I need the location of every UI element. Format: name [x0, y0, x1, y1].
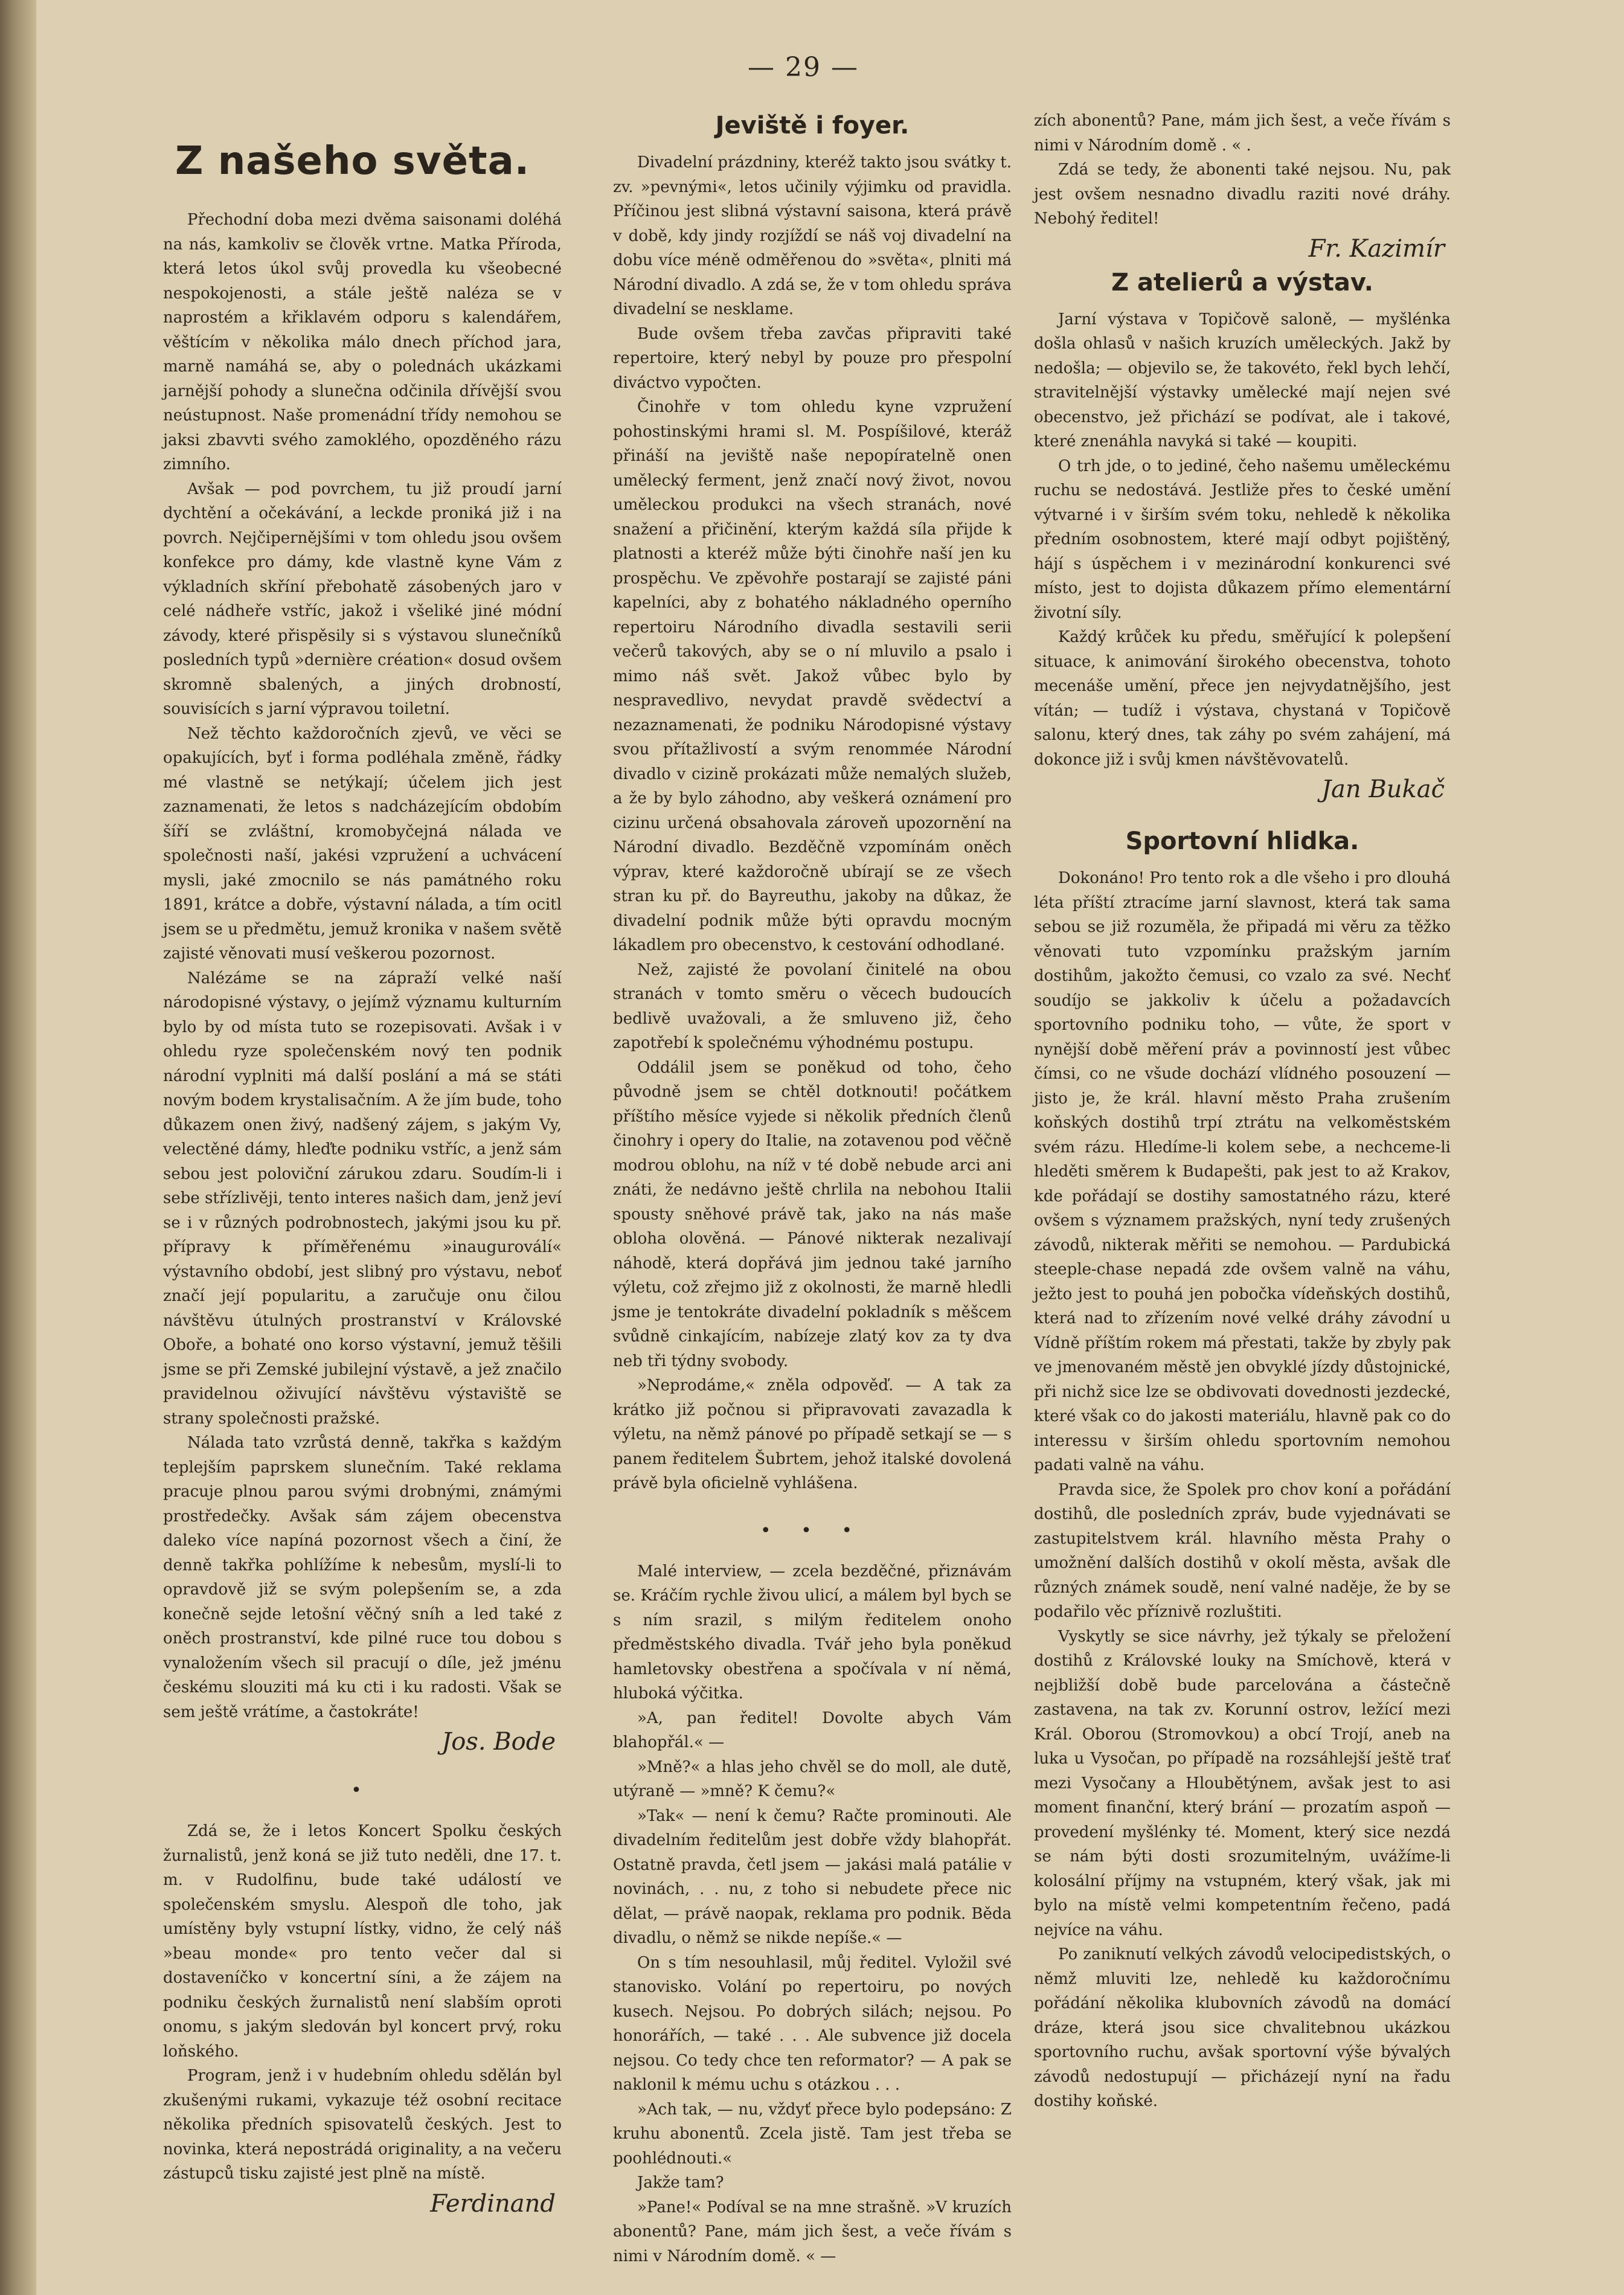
column-left — [163, 139, 562, 2224]
paragraph: Nálada tato vzrůstá denně, takřka s každým teplejším paprskem slunečním. Také reklama pracuje plnou parou svými drobnými, známými prostředečky. Avšak sám zájem obecenstva daleko více napíná pozornost všech a činí, že denně takřka pohlížíme k nebesům, myslí-li to opravdově již se svým polepšením se, a zda konečně sejde letošní věčný sníh a led také z oněch prostranství, kde pilné ruce tou dobou s vynaložením všech sil pracují o díle, jež jménu českému slouziti má ku cti i ku radosti. Však se sem ještě vrátíme, a častokráte! — [163, 1434, 562, 1721]
section-title-sportovni: Sportovní hlidka. — [1125, 827, 1359, 855]
paragraph: Bude ovšem třeba zavčas připraviti také repertoire, který nebyl by pouze pro přespolní diváctvo vypočten. — [613, 324, 1012, 392]
column-right — [1034, 109, 1451, 2114]
paragraph: On s tím nesouhlasil, můj ředitel. Vyložil své stanovisko. Volání po repertoiru, po nových kusech. Nejsou. Po dobrých silách; nejsou. Po honorářích, — také . . . Ale subvence již docela nejsou. Co tedy chce ten reformator? — A pak se naklonil k mému uchu s otázkou . . . — [613, 1953, 1012, 2094]
paragraph: Divadelní prázdniny, kteréž takto jsou svátky t. zv. »pevnými«, letos učinily výjimku od pravidla. Příčinou jest slibná výstavní saisona, která právě v době, kdy jindy rozjíždí se náš voj divadelní na dobu více méně odměřenou do »světa«, plniti má Národní divadlo. A zdá se, že v tom ohledu správa divadelní se nesklame. — [613, 153, 1012, 318]
ornament-divider: • — [351, 1780, 374, 1801]
paragraph: zích abonentů? Pane, mám jich šest, a veče řívám s nimi v Národním domě . « . — [1034, 112, 1451, 155]
paragraph: Každý krůček ku předu, směřující k polepšení situace, k animování širokého obecenstva, tohoto mecenáše umění, přece jen nejvydatnějšího, jest vítán; — tudíž i výstava, chystaná v Topičově salonu, který dnes, tak záhy po svém zahájení, má dokonce již i svůj kmen návštěvovatelů. — [1034, 628, 1451, 769]
paragraph: »Neprodáme,« zněla odpověď. — A tak za krátko již počnou si připravovati zavazadla k výletu, na němž pánové po případě setkají se — s panem ředitelem Šubrtem, jehož italské dovolená právě byla oficielně vyhlášena. — [613, 1376, 1012, 1492]
paragraph: Oddálil jsem se poněkud od toho, čeho původně jsem se chtěl dotknouti! počátkem příštího měsíce vyjede si několik předních členů činohry i opery do Italie, na zotavenou pod věčně modrou oblohu, na níž v té době nebude arci ani znáti, že nedávno ještě chrlila na nebohou Italii spousty sněhové právě tak, jako na nás maše obloha olověná. — Pánové nikterak nezalivají náhodě, která dopřává jim jednou také jarního výletu, což zřejmo již z okolnosti, že marně hledli jsme je tentokráte divadelní pokladník s měšcem svůdně cinkajícím, nabízeje zlatý kov za ty dva neb tři týdny svobody. — [613, 1058, 1012, 1370]
paragraph: Jarní výstava v Topičově saloně, — myšlénka došla ohlasů v našich kruzích uměleckých. Jakž by nedošla; — objevilo se, že takovéto, řekl bych lehčí, stravitelnější výstavky umělecké mají nejen své obecenstvo, jež přichází se podívat, ale i takové, které znenáhla navyká si také — koupiti. — [1034, 310, 1451, 451]
signature: Fr. Kazimír — [1308, 234, 1445, 263]
paragraph: Než těchto každoročních zjevů, ve věci se opakujících, byť i forma podléhala změně, řádky mé vlastně se netýkají; účelem jich jest zaznamenati, že letos s nadcházejícím obdobím šíří se zvláštní, kromobyčejná nálada ve společnosti naší, jakési vzpružení a uchvácení mysli, jaké zmocnilo se nás památného roku 1891, krátce a dobře, výstavní nálada, a tím ocitl jsem se u předmětu, jemuž kronika v našem světě zajisté věnovati musí veškerou pozornost. — [163, 724, 562, 963]
section-title-nasho-sveta: Z našeho světa. — [175, 139, 530, 184]
paragraph: Přechodní doba mezi dvěma saisonami doléhá na nás, kamkoliv se člověk vrtne. Matka Příroda, která letos úkol svůj provedla ku všeobecné nespokojenosti, a stále ještě naléza se v naprostém a křiklavém odporu s kalendářem, věštícím v několika málo dnech příchod jara, marně namáhá se, aby o polednách ukázkami jarnější pohody a slunečna odčinila dřívější svou neústupnost. Naše promenádní třídy nemohou se jaksi zbavvti svého zamoklého, opozděného rázu zimního. — [163, 211, 562, 473]
paragraph: Jakže tam? — [637, 2174, 724, 2192]
section-title-atelieru: Z atelierů a výstav. — [1111, 268, 1373, 297]
paragraph: Dokonáno! Pro tento rok a dle všeho i pro dlouhá léta příští ztracíme jarní slavnost, která tak sama sebou se již rozuměla, že připadá mi věru za těžko věnovati tuto vzpomínku pražským jarním dostihům, jakožto čemusi, co vzalo za své. Nechť soudíjo se jakkoliv k účelu a požadavcích sportovního podniku toho, — vůte, že sport v nynější době měření práv a povinností jest vůbec čímsi, co ne všude dochází vlídného posouzení — jisto je, že král. hlavní město Praha zrušením koňských dostihů trpí ztrátu na velkoměstském svém rázu. Hledíme-li kolem sebe, a nechceme-li hleděti směrem k Budapešti, pak jest to až Krakov, kde pořádají se dostihy samostatného rázu, které ovšem s významem pražských, nyní tedy zrušených závodů, nikterak měřiti se nemohou. — Pardubická steeple-chase nepadá zde ovšem valně na váhu, ježto jest to pouhá jen pobočka vídeňských dostihů, která nad to zřízením nové velké dráhy závodní u Vídně příštím rokem má přestati, takže by zbyly pak ve jmenovaném městě jen obvyklé jízdy důstojnické, při nichž sice lze se obdivovati dovednosti jezdecké, které však co do jakosti materiálu, hlavně pak co do interessu v širším ohledu sportovním nemohou padati valně na váhu. — [1034, 869, 1451, 1474]
paragraph: »Tak« — není k čemu? Račte prominouti. Ale divadelním ředitelům jest dobře vždy blahopřát. Ostatně pravda, četl jsem — jakási malá patálie v novinách, . . nu, z toho si nebudete přece nic dělat, — právě naopak, reklama pro podnik. Běda divadlu, o němž se nikde nepíše.« — — [613, 1806, 1012, 1947]
ornament-divider: • • • — [760, 1520, 865, 1541]
paragraph: »Pane!« Podíval se na mne strašně. »V kruzích abonentů? Pane, mám jich šest, a veče řívám s nimi v Národním domě. « — — [613, 2198, 1012, 2265]
signature: Jan Bukač — [1321, 775, 1445, 803]
paragraph: »Ach tak, — nu, vždyť přece bylo podepsáno: Z kruhu abonentů. Zcela jistě. Tam jest třeba se poohlédnouti.« — [613, 2100, 1012, 2168]
paragraph: Avšak — pod povrchem, tu již proudí jarní dychtění a očekávání, a leckde proniká již i na povrch. Nejčipernějšími v tom ohledu jsou ovšem konfekce pro dámy, kde vlastně kyne Vám z výkladních skříní přebohatě zásobených jaro v celé nádheře vstříc, jakož i všeliké jiné módní závody, které přispěsily si s výstavou slunečníků posledních typů »dernière création« dosud ovšem skromně sbalených, a jiných drobností, souvisících s jarní výpravou toiletní. — [163, 480, 562, 718]
paragraph: Program, jenž i v hudebním ohledu sdělán byl zkušenými rukami, vykazuje též osobní recitace několika předních spisovatelů českých. Jest to novinka, která nepostrádá originality, a na večeru zástupců tisku zajisté jest plně na místě. — [163, 2067, 562, 2183]
section-title-jeviste: Jeviště i foyer. — [715, 112, 910, 140]
signature: Jos. Bode — [441, 1728, 556, 1756]
page-number: — 29 — — [748, 52, 859, 83]
paragraph: Zdá se tedy, že abonenti také nejsou. Nu, pak jest ovšem nesnadno divadlu raziti nové dráhy. Nebohý ředitel! — [1034, 161, 1451, 228]
paragraph: Vyskytly se sice návrhy, jež týkaly se přeložení dostihů z Královské louky na Smíchově, která v nejbližší době bude parcelována a částečně zastavena, na tak zv. Korunní ostrov, ležící mezi Král. Oborou (Stromovkou) a obcí Trojí, aneb na luka u Vysočan, po případě na rozsáhlejší ještě trať mezi Vysočany a Hloubětýnem, avšak jest to asi moment finanční, který brání — prozatím aspoň — provedení myšlénky té. Moment, který sice nezdá se nám býti dosti srozumitelným, uvážíme-li kolosální příjmy na vstupném, který však, jak mi bylo na místě velmi kompetentním řečeno, padá nejvíce na váhu. — [1034, 1627, 1451, 1939]
paragraph: Malé interview, — zcela bezděčné, přiznávám se. Kráčím rychle živou ulicí, a málem byl bych se s ním srazil, s milým ředitelem onoho předměstského divadla. Tvář jeho byla poněkud hamletovsky obestřena a spočívala v ní němá, hluboká výčitka. — [613, 1562, 1012, 1703]
paragraph: Po zaniknutí velkých závodů velocipedistských, o němž mluviti lze, nehledě ku každoročnímu pořádání několika klubovních závodů na domácí dráze, která jsou sice chvalitebnou ukázkou sportovního ruchu, avšak sportovní výše bývalých závodů nedostupují — přicházejí nyní na řadu dostihy koňské. — [1034, 1945, 1451, 2110]
paragraph: Činohře v tom ohledu kyne vzpružení pohostinskými hrami sl. M. Pospíšilové, kteráž přináší na jeviště naše nepopíratelně onen umělecký ferment, jenž značí nový život, novou uměleckou produkci na všech stranách, nové snažení a přičinění, kterým každá síla přijde k platnosti a kteréž může býti činohře naší jen ku prospěchu. Ve zpěvohře postarají se zajisté páni kapelníci, aby z bohatého nákladného operního repertoiru Národního divadla sestavili serii večerů takových, aby se o ní mluvilo a psalo i mimo náš svět. Jakož vůbec bylo by nespravedlivo, nevydat pravdě svědectví a nezaznamenati, že podniku Národopisné výstavy svou přítažlivostí a svým renommée Národní divadlo v cizině prokázati může nemalých služeb, a že by bylo záhodno, aby veškerá oznámení pro cizinu určená obsahovala zároveň upozornění na Národní divadlo. Bezděčně vzpomínám oněch výprav, které každoročně ubírají se ze všech stran ku př. do Bayreuthu, jakoby na důkaz, že divadelní podnik může býti opravdu mocným lákadlem pro obecenstvo, k cestování odhodlané. — [613, 398, 1012, 954]
paragraph: Zdá se, že i letos Koncert Spolku českých žurnalistů, jenž koná se již tuto neděli, dne 17. t. m. v Rudolfinu, bude také událostí ve společenském smyslu. Alespoň dle toho, jak umístěny byly vstupní lístky, vidno, že celý náš »beau monde« pro tento večer dal si dostaveníčko v koncertní síni, a že zájem na podniku českých žurnalistů není slabším oproti onomu, s jakým sledován byl koncert prvý, roku loňského. — [163, 1822, 562, 2061]
paragraph: »A, pan ředitel! Dovolte abych Vám blahopřál.« — — [613, 1709, 1012, 1751]
paragraph: Nalézáme se na zápraží velké naší národopisné výstavy, o jejímž významu kulturním bylo by od místa tuto se rozepisovati. Avšak i v ohledu ryze společenském nový ten podnik národní vyplniti má další poslání a má se státi novým bodem krystalisačním. A že jím bude, toho důkazem onen živý, nadšený zájem, s jakým Vy, velectěné dámy, hleďte podniku vstříc, a jenž sám sebou jest poloviční zárukou zdaru. Soudím-li i sebe střízlivěji, tento interes našich dam, jenž jeví se i v různých podrobnostech, jakými jsou ku př. přípravy k příměřenému »inauguroválí« výstavního období, jest slibný pro výstavu, neboť značí její popularitu, a zaručuje onu čilou návštěvu útulných prostranství v Královské Oboře, a bohaté ono korso výstavní, jemuž těšili jsme se při Zemské jubilejní výstavě, a jež značilo pravidelnou oživující návštěvu výstaviště se strany společnosti pražské. — [163, 969, 562, 1428]
paragraph: O trh jde, o to jediné, čeho našemu uměleckému ruchu se nedostává. Jestliže přes to české umění výtvarné i v širším svém toku, nehledě k několika předním osobnostem, které mají odbyt pojištěný, hájí s úspěchem i v mezinárodní konkurenci své místo, jest to dojista důkazem přímo elementární životní síly. — [1034, 457, 1451, 622]
page-binding — [0, 0, 36, 2295]
paragraph: Než, zajisté že povolaní činitelé na obou stranách v tomto směru o věcech budoucích bedlivě uvažovali, a že smluveno již, čeho zapotřebí k společnému výhodnému postupu. — [613, 960, 1012, 1052]
paragraph: »Mně?« a hlas jeho chvěl se do moll, ale dutě, utýraně — »mně? K čemu?« — [613, 1757, 1012, 1800]
signature: Ferdinand — [430, 2189, 556, 2218]
column-middle — [613, 112, 1012, 2268]
paragraph: Pravda sice, že Spolek pro chov koní a pořádání dostihů, dle posledních zpráv, bude vyjednávati se zastupitelstvem král. hlavního města Prahy o umožnění dalších dostihů v okolí města, avšak dle různých známek soudě, není valné naděje, že by se podařilo věc příznivě rozluštiti. — [1034, 1480, 1451, 1621]
